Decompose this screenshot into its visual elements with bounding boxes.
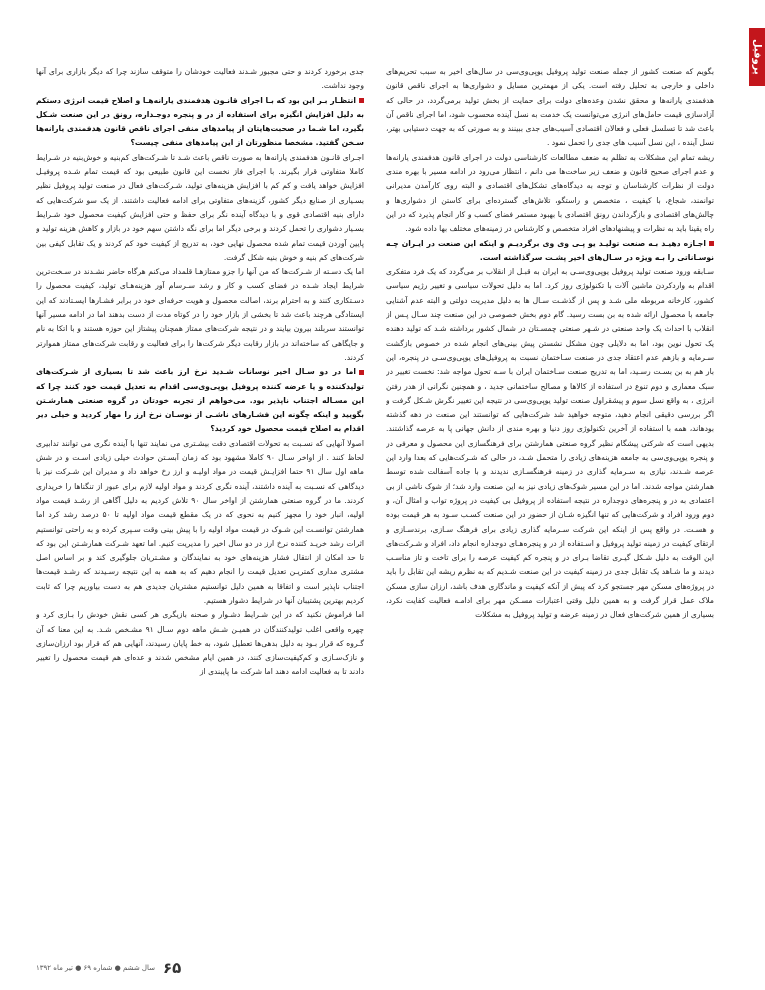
article-column-left — [36, 65, 364, 955]
paragraph: اجـرای قانـون هدفمندی یارانه‌ها به صورت ناقص باعث شـد تا شـرکت‌های کم‌بنیه و خوش‌بنیه در شـرایط کاملا متفاوتی قرار بگیرند. با اجرای فاز نخست این قانون طبیعی بود که قیمت تمام شـده پروفیـل افزایش خواهد یافت و کم کم با افزایش هزینه‌های تولید، شـرکت‌های فعال در صنعت تولید پروفیل نظیر بسـیاری از صنایع دیگر کشور، گزینه‌های متفاوتی برای ادامه فعالیت داشتند. از یک سو شرکت‌هایی که دارای بنیه اقتصادی قوی و با دیدگاه آینده نگر برای حفظ و حتی افزایش کیفیت محصول خود شـرایط بسـیار دشواری را تحمل کردند و برخی دیگر اما برای نگه داشتن سهم خود در بازار و کاهش هزینه تولید و پایین آوردن قیمت تمام شده محصول نهایی خود، به تدریج از کیفیت خود کم کردند و یک تقابل کیفی بین شرکت‌های کم بنیه و خوش بنیه شکل گرفت. — [36, 152, 364, 262]
article-column-right — [386, 65, 714, 955]
paragraph: اما یک دسـته از شـرکت‌ها که من آنها را جزو ممتازهـا قلمداد می‌کنم هرگاه حاضر نشـدند در سـخت‌ترین شرایط ایجاد شـده در فضای کسب و کار و رشد سـرسام آور هزینه‌هـای تولید، کیفیت محصول را دسـتکاری کنند و به احترام برند، اصالت محصول و هویت حرفه‌ای خود در برابر فشـارها ایسـتادند که این ایستادگی هرچند باعث شد تا بخشی از بازار خود را در کوتاه مدت از دست بدهند اما در ادامه مسیر آنها توانستند سربلند بیرون بیایند و در نتیجه شرکت‌های ممتاز همچنان پیشتاز این حوزه هستند و با اتکا به نام و جایگاهی که ساخته‌اند در بازار رقابت دیگر شرکت‌ها را برای فعالیت و رقابت شرکت‌های ممتاز هموارتر کردند. — [36, 267, 364, 362]
paragraph: اصولا آنهایی که نسـبت به تحولات اقتصادی دقت بیشـتری می نمایند تنها با آینده نگری می توانند تدابیری لحاظ کنند . از اواخر سـال ۹۰ کاملا مشهود بود که زمان آبسـتن حوادث خیلی زیادی اسـت و در شش ماهه اول سال ۹۱ حتما افزایـش قیمت در مواد اولیـه و ارز رخ خواهد داد و مدیران این شـرکت نیز با دیدگاهی که نسـبت به آینده داشتند، آینده نگری کردند و مواد اولیه لازم برای عبور از تنگناها را خریداری کردند. ما در گروه صنعتی همارشتن از اواخر سال ۹۰ تلاش کردیم به دلیل آگاهی از رشـد قیمت مواد اولیه، انبار خود را مجهز کنیم به نحوی که در یک مقطع قیمت مواد اولیه تا ۵۰ درصد رشد کرد اما همارشتن توانسـت این شـوک در قیمت مواد اولیه را با پیش بینی وقت سـپری کرده و به راحتی توانستیم اثرات رشد خریـد کننده نرخ ارز در دو سال اخیر را مدیریت کنیم. اما تعهد شـرکت همارشـتن این بود که تا حد امکان از انتقال فشار هزینه‌های خود به نمایندگان و مشـتریان جلوگیری کند و بر اساس اصل مشتری مداری کمتریـن تعدیل قیمت را انجام دهیم که به همه به این نتیجه رسـیدند که رشـد قیمت‌ها اجتناب ناپذیر است و اتفاقا به همین دلیل توانستیم مشتریان جدیدی هم به دست بیاوریم چرا که ثابت کردیم بهترین پشتیبان آنها در شرایط دشوار هستیم. — [36, 438, 364, 605]
section-tab — [749, 28, 765, 86]
page-number: ۶۵ — [163, 959, 182, 977]
paragraph: اما فراموش نکنید که در این شـرایط دشـوار و صحنه بازیگری هر کسی نقش خودش را بـازی کرد و چهره واقعی اغلب تولیدکنندگان در همیـن شـش ماهه دوم سـال ۹۱ مشـخص شـد. به این معنا که آن گـروه که قرار بـود به دلیل بدهی‌ها تعطیل شود، به خط پایان رسیدند، آنهایی هم که قرار بود ارزان‌سازی و نازک‌سـازی و کم‌کیفیت‌سازی کنند، در همین ایام مشخص شدند و عده‌ای هم قیمت محصول را تغییر دادند تا به فعالیت ادامه دهند اما شرکت ما پایبندی از — [36, 610, 364, 677]
interview-question: اجـازه دهیـد بـه صنعت تولیـد یو پـی وی وی برگردیـم و اینکه این صنعت در ایـران چـه نوسـاناتی را بـه ویژه در سـال‌های اخیر پشـت سرگذاشته است. — [386, 237, 714, 266]
interview-question: انتظـار بـر این بود که بـا اجرای قانـون هدفمندی یارانه‌هـا و اصلاح قیمت انرژی دستکم به دلیل افزایش انگیزه برای استفاده از در و پنجره دوجـداره، رونق در این صنعت شـکل بگیرد، اما شـما در صحبت‌هایتان از پیامدهای منفی اجرای ناقص قانون هدفمندی یارانه‌ها سـخن گفتید. مشخصا منظورتان از این پیامدهای منفی چیست؟ — [36, 94, 364, 151]
interview-question: اما در دو سـال اخیر نوسانات شـدید نرخ ارز باعث شد تا بسیاری از شـرکت‌های تولیدکننده و یا عرضه کننده پروفیل یوپی‌وی‌سی اقدام به تعدیل قیمت خود کنند چرا که این مسـاله اجتناب ناپذیر بود. می‌خواهم از تجربه خودتان در گروه صنعتی همارشـتن بگویید و اینکه چگونه این فشـارهای ناشـی از نوسـان نرخ ارز را مهار کردید و خیلی دیر اقدام به اصلاح قیمت محصول خود کردید؟ — [36, 365, 364, 436]
issue-info: سال ششم ● شماره ۶۹ ● تیر ماه ۱۳۹۲ — [36, 964, 156, 972]
paragraph: سـابقه ورود صنعت تولید پروفیل یوپی‌وی‌سـی به ایران به قبـل از انقلاب بر می‌گردد که یک فرد متفکری اقدام به واردکردن ماشین آلات با تکنولوژی روز کرد. اما به دلیل تحولات سیاسی و تغییر رژیم سیاسی کشور، کارخانه مربوطه ملی شـد و پس از گذشـت سـال ها به دلیل مدیریت دولتی و البته عدم آشنایی جامعه با محصول ارائه شده به بن بست رسید. گام دوم بخش خصوصی در این صنعت چند سـال پـس از انقلاب با احداث یک واحد صنعتی در شـهر صنعتی چمسـتان در شمال کشور برداشته شـد که تولید دهنده یک تحول نوین بود، اما به دلایلی چون مشکل نشستن پیش بینی‌های انجام شده در خصوص بازگشت سـرمایه و بازهم عدم اعتقاد جدی در صنعت سـاختمان نسبت به پروفیل‌های یوپی‌وی‌سـی در پنجره، این بار هم به بن بسـت رسـید، اما به تدریج صنعت سـاختمان ایران با سـه تحول مواجه شد: نخست تغییر در سبک معماری و دوم تنوع در استفاده از کالاها و مصالح ساختمانی جدید ، و همچنین نگرانی از هدر رفتن انرژی ، به واقع نسل سوم و پیشقراول صنعت تولید یوپی‌وی‌سی در نتیجه این تغییر نگرش شـکل گرفت و اگر بررسی دقیقی انجام دهید، متوجه خواهید شد شرکت‌هایی که توانستند این صنعت در دهه گذشته بودهاند، همه با استفاده از آخرین تکنولوژی روز دنیا و بهره مندی از دانش جهانی پا به عرصه گذاشتند. بدیهی است که شرکتی پیشگام نظیر گروه صنعتی همارشتن برای فرهنگسازی این محصول و معرفی در و پنجره یوپی‌وی‌سی به جامعه هزینه‌های زیادی را متحمل شـد، در حالی که شـرکت‌هایی که بعدا وارد این عرصه شـدند، نیازی به سـرمایه گذاری در زمینه فرهنگسـازی ندیدند و با جاده آسفالت شده توسط همارشتن مواجه شدند. اما در این مسیر شوک‌های زیادی نیز به این صنعت وارد شد؛ از شوک ناشی از بی اعتمادی به در و پنجره‌های دوجداره در نتیجه استفاده از پروفیل بی کیفیت در پروژه تواب و امثال آن، و دوم ورود افراد و شرکت‌هایی که تنها انگیزه شـان از حضور در این صنعت کسـب سـود به هر قیمت بوده و هسـت. در واقع پس از اینکه این شرکت سـرمایه گذاری زیادی برای فرهنگ سـازی، برندسـازی و ارتقای کیفیت در زمینه تولید پروفیل و اسـتفاده از در و پنجره‌هـای دوجداره انجام داد، افراد و شـرکت‌های این الوقت به دلیل شـکل گیـری تقاضا بـرای در و پنجره کم کیفیت عرصه را برای تاخت و تاز مناسـب دیدند و ما شـاهد یک تقابل جدی در زمینه کیفیت در این صنعت شـدیم که به نظرم ریشه این تقابل را باید در پروژه‌های مسکن مهر جستجو کرد که پیش از آنکه کیفیت و ماندگاری هدف باشد، ارزان سازی مسکن ملاک عمل قرار گرفت و به همین دلیل وقتی اعتبارات مسـکن مهر برای ادامـه فعالیت کفایت نکرد، بسیاری از همین شرکت‌های فعال در زمینه عرضه و تولید پروفیل به مشکلات — [386, 267, 714, 620]
paragraph: بگویم که صنعت کشور از جمله صنعت تولید پروفیل یوپی‌وی‌سی در سال‌های اخیر به سبب تحریم‌های داخلی و خارجی به تحلیل رفته است. یکی از مهمترین مسایل و دشواری‌ها به اجرای ناقص قانون هدفمندی یارانه‌ها و محقق نشدن وعده‌های دولت برای حمایت از بخش تولید برمی‌گردد، در حالی که آزادسازی قیمت حامل‌های انرژی می‌توانست یک خدمت به نسل آینده محسوب شود، اما اجرای ناقص آن باعث شد تا تسلسل فعلی و فعالان اقتصادی آسیب‌های جدی ببینند و به صورتی که به جهت دستیابی بهتر، نسل آینده ، این نسل آسیب های جدی را تحمل نمود . — [386, 67, 714, 148]
page-footer — [36, 958, 236, 978]
paragraph: جدی برخورد کردند و حتی مجبور شـدند فعالیت خودشان را متوقف سازند چرا که دیگر بازاری برای آنها وجود نداشت. — [36, 67, 364, 91]
section-label: پروفیل — [751, 39, 763, 75]
paragraph: ریشه تمام این مشکلات به تظلم به ضعف مطالعات کارشناسی دولت در اجرای قانون هدفمندی یارانه‌ها و عدم اجرای صحیح قانون و ضعف زیر ساخت‌ها می دانم ، انتظار می‌رود در ادامه مسیر با بهره مندی دولت از نظرات کارشناسان و توجه به دیدگاه‌های تشکل‌های اقتصادی و البته روی کارآمدن مدیرانی توانمند، شجاع، با کیفیت ، متخصص و راستگو، تلاش‌های گسترده‌ای برای کاستن از دشواری‌ها و چالش‌های اقتصادی و بازگرداندن رونق اقتصادی با بهبود مستمر فضای کسب و کار انجام پذیرد که در این راه یقینا باید به نظرات و پیشنهادهای افراد متخصص و کارشناس در زمینه‌های مختلف بها داده شود. — [386, 152, 714, 234]
